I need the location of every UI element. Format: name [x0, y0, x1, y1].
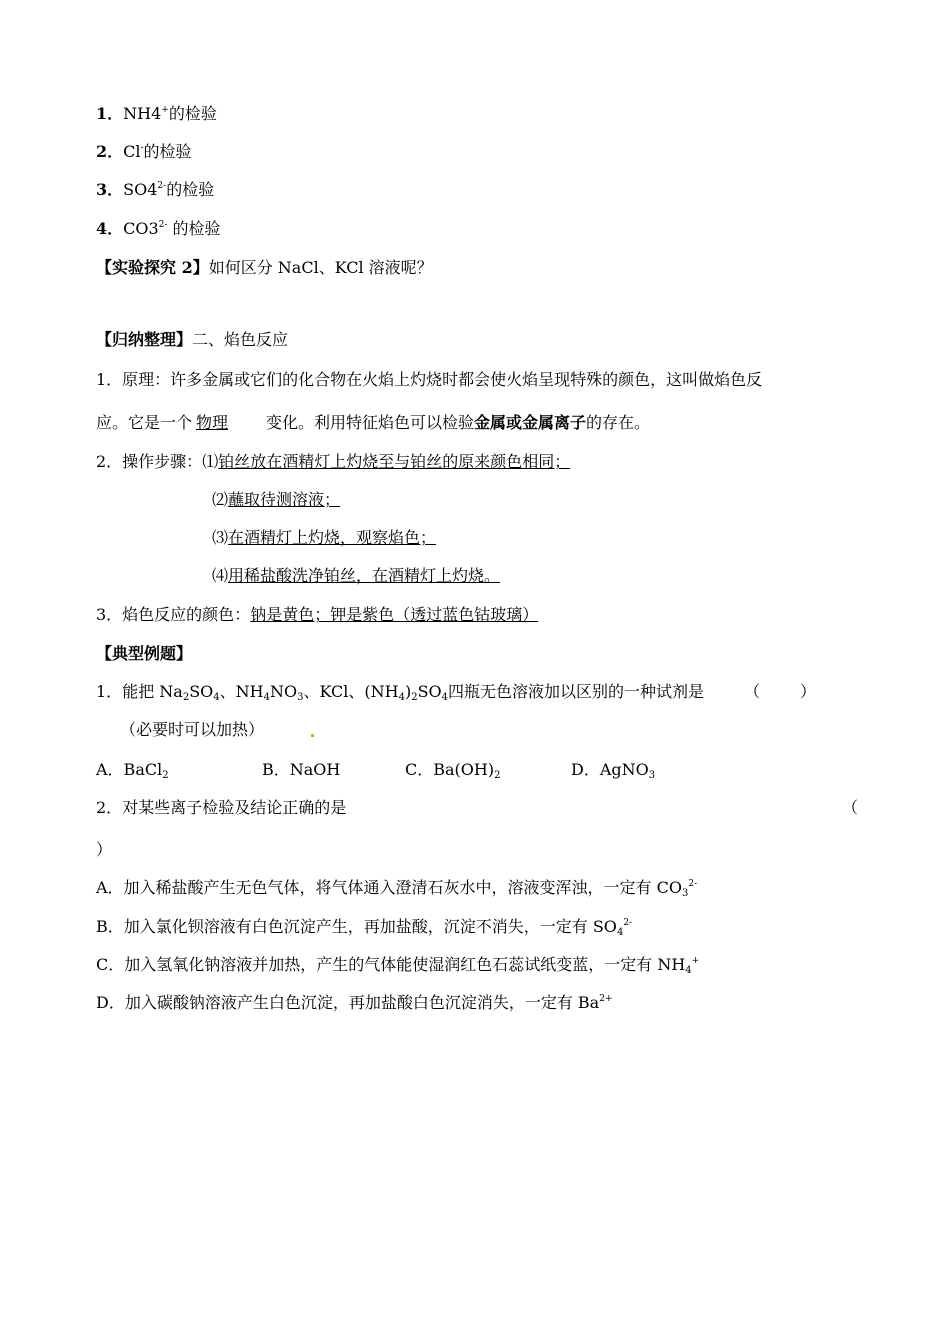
q1-option-d	[571, 760, 655, 780]
q-text: SO	[189, 682, 214, 701]
q2-option-a	[96, 878, 697, 898]
step-number: ⑷	[212, 566, 229, 585]
summary-heading	[96, 330, 288, 350]
ion-charge: -	[140, 143, 144, 153]
ion-formula: SO4	[123, 180, 158, 199]
q2-option-c	[96, 955, 699, 975]
step-text: 在酒精灯上灼烧，观察焰色；	[228, 528, 437, 547]
colors-label: 3．焰色反应的颜色：	[96, 605, 251, 624]
subscript: 4	[685, 965, 692, 976]
item-number: 1．	[96, 104, 124, 123]
q-text: 、KCl、(NH	[303, 682, 399, 701]
subscript: 4	[398, 692, 405, 703]
q-text: NO	[270, 682, 298, 701]
step-text: 铂丝放在酒精灯上灼烧至与铂丝的原来颜色相同；	[218, 452, 571, 471]
item-nh4-test	[96, 104, 217, 124]
item-cl-test	[96, 142, 192, 162]
superscript: 2-	[623, 918, 633, 928]
section-title: 二、焰色反应	[192, 330, 289, 349]
examples-heading: 【典型例题】	[96, 644, 193, 663]
step-text: 用稀盐酸洗净铂丝，在酒精灯上灼烧。	[228, 566, 501, 585]
question-1-note: （必要时可以加热）	[120, 720, 265, 739]
steps-line-2	[212, 490, 340, 510]
answer-blank: 物理	[196, 413, 229, 432]
principle-text: 的存在。	[586, 413, 651, 432]
ion-charge: 2-	[158, 220, 168, 230]
option-text: A．加入稀盐酸产生无色气体，将气体通入澄清石灰水中，溶液变浑浊，一定有 CO	[96, 878, 683, 897]
step-number: ⑴	[202, 452, 219, 471]
steps-line-3	[212, 528, 436, 548]
item-text: 的检验	[168, 104, 217, 123]
option-text: A．BaCl	[96, 760, 163, 779]
option-text: C．加入氢氧化钠溶液并加热，产生的气体能使湿润红色石蕊试纸变蓝，一定有 NH	[96, 955, 686, 974]
steps-label: 2．操作步骤：	[96, 452, 203, 471]
steps-line-4	[212, 566, 500, 586]
superscript: 2-	[688, 879, 698, 889]
subscript: 3	[682, 888, 689, 899]
section-tag: 【归纳整理】	[96, 330, 193, 349]
principle-line-2	[96, 413, 650, 433]
ion-charge: +	[161, 105, 169, 115]
subscript: 3	[297, 692, 304, 703]
superscript: 2+	[599, 994, 613, 1004]
question-2	[96, 798, 346, 818]
paren-right: ）	[800, 682, 817, 701]
answer-paren-2-left: （	[842, 798, 859, 817]
stray-mark	[311, 734, 314, 737]
ion-formula: Cl	[123, 142, 141, 161]
item-number: 2．	[96, 142, 124, 161]
q-text: 能把 Na	[122, 682, 183, 701]
answer-paren-2-right: ）	[96, 840, 113, 859]
item-number: 4．	[96, 219, 124, 238]
paren-left: （	[744, 682, 761, 701]
principle-text: 应。它是一个	[96, 413, 193, 432]
item-text: 的检验	[166, 180, 215, 199]
principle-text: 变化。利用特征焰色可以检验	[266, 413, 475, 432]
subscript: 4	[616, 927, 624, 938]
subscript: 3	[648, 770, 656, 781]
colors-answer: 钠是黄色；钾是紫色（透过蓝色钴玻璃）	[250, 605, 539, 624]
subscript: 4	[213, 692, 220, 703]
experiment-question: 如何区分 NaCl、KCl 溶液呢？	[208, 258, 433, 277]
item-number: 3．	[96, 180, 124, 199]
question-number: 1．	[96, 682, 123, 701]
item-text: 的检验	[143, 142, 192, 161]
subscript: 4	[263, 692, 270, 703]
principle-line-1: 1．原理：许多金属或它们的化合物在火焰上灼烧时都会使火焰呈现特殊的颜色，这叫做焰色反	[96, 370, 763, 389]
experiment-2	[96, 258, 433, 278]
subscript: 2	[182, 692, 190, 703]
steps-line-1	[96, 452, 570, 472]
step-number: ⑶	[212, 528, 229, 547]
q-text: 四瓶无色溶液加以区别的一种试剂是	[448, 682, 705, 701]
q-text: 对某些离子检验及结论正确的是	[122, 798, 347, 817]
flame-colors-line	[96, 605, 538, 625]
option-text: B．NaOH	[262, 760, 341, 779]
subscript: 2	[494, 770, 501, 781]
ion-formula: NH4	[123, 104, 162, 123]
step-number: ⑵	[212, 490, 229, 509]
superscript: +	[691, 956, 700, 966]
q2-option-d	[96, 993, 613, 1013]
q-text: )	[404, 682, 412, 701]
option-text: D．AgNO	[571, 760, 649, 779]
q-text: 、NH	[219, 682, 264, 701]
option-text: B．加入氯化钡溶液有白色沉淀产生，再加盐酸，沉淀不消失，一定有 SO	[96, 917, 617, 936]
bold-answer: 金属或金属离子	[474, 413, 587, 432]
q1-option-b	[262, 760, 340, 780]
subscript: 4	[441, 692, 449, 703]
q2-option-b	[96, 917, 632, 937]
item-text: 的检验	[167, 219, 221, 238]
subscript: 2	[162, 770, 169, 781]
question-number: 2．	[96, 798, 123, 817]
ion-formula: CO3	[123, 219, 159, 238]
q-text: SO	[417, 682, 442, 701]
item-co3-test	[96, 219, 221, 239]
q1-option-c	[405, 760, 500, 780]
ion-charge: 2-	[157, 181, 167, 191]
answer-paren-1	[744, 682, 816, 702]
q1-option-a	[96, 760, 169, 780]
section-tag: 【实验探究 2】	[96, 258, 209, 277]
option-text: D．加入碳酸钠溶液产生白色沉淀，再加盐酸白色沉淀消失，一定有 Ba	[96, 993, 600, 1012]
question-1	[96, 682, 704, 702]
option-text: C．Ba(OH)	[405, 760, 495, 779]
step-text: 蘸取待测溶液；	[228, 490, 341, 509]
subscript: 2	[411, 692, 418, 703]
item-so4-test	[96, 180, 214, 200]
